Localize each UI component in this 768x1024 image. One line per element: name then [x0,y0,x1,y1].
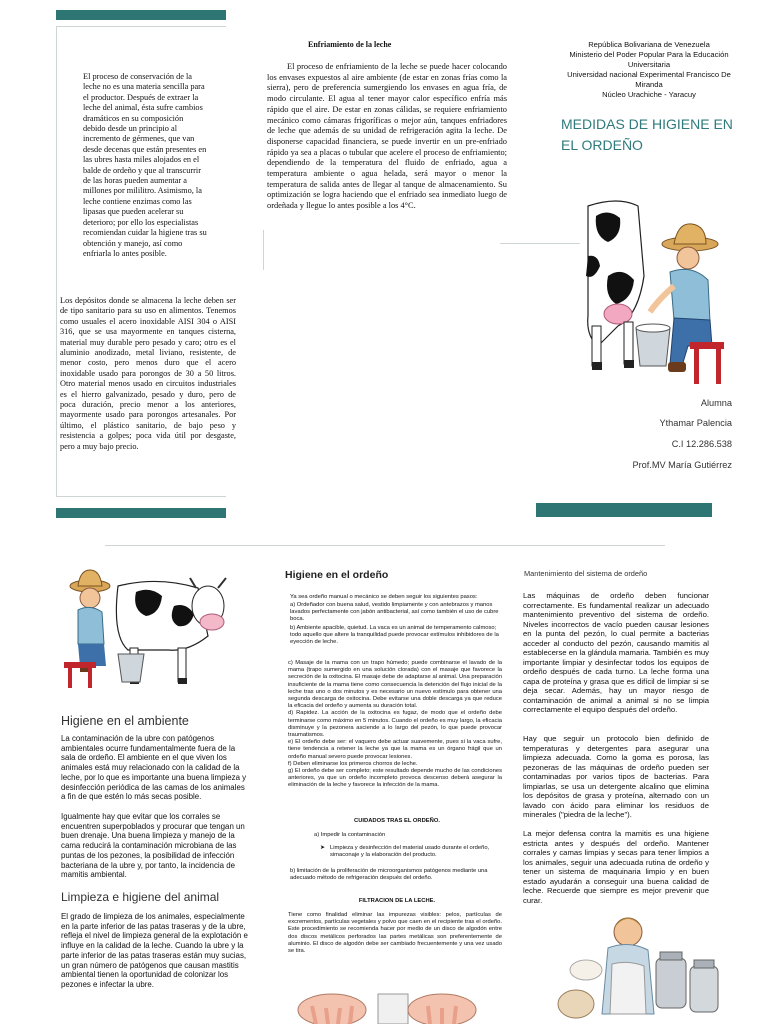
filtration-heading: FILTRACION DE LA LECHE. [358,898,436,904]
institution-header [554,40,744,99]
milking-hygiene-heading: Higiene en el ordeño [285,569,389,581]
maintenance-paragraph-3: La mejor defensa contra la mamitis es una higiene estricta antes y después del ordeño. Mantener corrales y camas limpias y secas para tener limpios a los animales, seguir una adecuada rutina de ordeño y tener un sistema de maquinaria limpio y en buen estado ayudarán a conseguir una buena calidad de leche. Recuerde que siempre es mejor prevenir que curar. [523,829,709,905]
animal-hygiene-paragraph: El grado de limpieza de los animales, especialmente en la parte inferior de las patas traseras y de la ubre, refleja el nivel de limpieza general de la explotación e influye en la calidad de la leche. Cuando la ubre y la parte inferior de las patas traseras están muy sucias, un gran número de patógenos que causan mastitis ambiental tienen la oportunidad de colonizar los pezones e infectar la ubre. [61,912,248,989]
maintenance-paragraph-1: Las máquinas de ordeño deben funcionar correctamente. Es fundamental realizar un adecuado mantenimiento preventivo del sistema de ordeño. Niveles incorrectos de vacío pueden causar lesiones en la punta del pezón, lo cual permite a bacterias acceder al conducto del pezón, causando mamitis al establecerse en la glándula mamaria. También es muy importante limpiar y desinfectar todos los equipos de ordeño después de cada turno. La leche forma una capa de proteína y grasa que es difícil de limpiar si se deja secar. Además, hay un mayor riesgo de contaminación de animal a animal si no se limpia correctamente el equipo después del ordeño. [523,591,709,714]
professor-name: Prof.MV María Gutiérrez [632,460,732,470]
milking-equipment-illustration [292,980,502,1024]
divider [500,243,580,244]
author-id: C.I 12.286.538 [671,439,732,449]
post-milking-bullet [320,845,502,859]
milking-intro: Ya sea ordeño manual o mecánico se deben seguir los siguientes pasos: [290,594,478,600]
intro-paragraph: El proceso de conservación de la leche no es una materia sencilla para el productor. Después de extraer la leche del animal, ésta sufre cambios dramáticos en su composición debido desde un principio al incremento de gérmenes, que van desde decenas que están presentes en las ubres hasta miles alojados en el balde de ordeño y que al transcurrir de las horas pueden aumentar a millones por mililitro. Asimismo, la leche contiene enzimas como las lipasas que pueden acelerar su deterioro; por ello los especialistas recomiendan cuidar la higiene tras su obtención y manejo, así como enfriarla lo antes posible. [83,72,207,258]
animal-hygiene-heading: Limpieza e higiene del animal [61,890,220,904]
list-item: a) Ordeñador con buena salud, vestido limpiamente y con antebrazos y manos lavados perfectamente con jabón antibacterial, así como también el uso de cubre boca. [290,602,499,623]
ambient-paragraph-2: Igualmente hay que evitar que los corrales se encuentren superpoblados y procurar que tengan un buen drenaje. Una buena limpieza y manejo de la cama reducirá la contaminación microbiana de las puntas de los pezones, la posibilidad de infección bacteriana de la ubre y, por tanto, la incidencia de mamitis ambiental. [61,812,245,880]
deposits-paragraph: Los depósitos donde se almacena la leche deben ser de tipo sanitario para su uso en alimentos. Tenemos como usuales el acero inoxidable AISI 304 o AISI 316, que se usa mayormente en tanques cisterna, material muy durable pero pesado y caro; otro es el aluminio anodizado, metal liviano, resistente, de menor costo, pero menos duro que el acero inoxidable usado para porongos de 30 a 50 litros. Otro material menos usado en circuitos industriales es el hierro galvanizado, pesado y duro, pero de poca duración, precio menor a los anteriores, mayormente usado para porongos artesanales. Por último, el plástico sanitario, de bajo peso y resistencia a golpes; poca vida útil por desgaste, pero a muy bajo precio. [60,296,236,451]
list-item: c) Masaje de la mama con un trapo húmedo; puede combinarse el lavado de la mama (trapo sumergido en una solución clorada) con el masaje que favorece la secreción de la oxitocina. El masaje debe de adaptarse al animal. Una preparación insuficiente de la mama tiene como consecuencia la detención del flujo inicial de la leche tras uno o dos minutos y es necesario un nuevo estímulo para obtener una segunda descarga de oxitocina. Debe evitarse una doble descarga ya que reduce la eficacia del ordeño y aumenta su duración total. [288,660,502,710]
list-item: g) El ordeño debe ser completo; este resultado depende mucho de las condiciones anteriores, ya que un ordeño incompleto provoca descenso deberá asegurar la eliminación de la leche y favorece la infección de la mama. [288,768,502,789]
author-name: Ythamar Palencia [659,418,732,428]
divider [105,545,665,546]
list-item: b) Ambiente apacible, quietud. La vaca es un animal de temperamento calmoso; todo aquello que altere la tranquilidad puede provocar estímulos inhibidores de la eyección de leche. [290,624,499,646]
divider [56,26,226,27]
post-milking-bullet-text: Limpieza y desinfección del material usado durante el ordeño, simaconaje y la elaboración del producto. [330,845,490,859]
cover-title: MEDIDAS DE HIGIENE EN EL ORDEÑO [561,116,733,153]
cow-milking-farmer-illustration [578,196,738,390]
institution-line: República Bolivariana de Venezuela [588,40,710,49]
filtration-paragraph: Tiene como finalidad eliminar las impurezas visibles: pelos, partículas de excrementos, partículas vegetales y polvo que caen en el recipiente tras el ordeño. Este procedimiento se recomienda hacer por medio de un disco de algodón entre dos discos metálicos perforados las partes metálicas son preferentemente de aluminio. El disco de algodón debe ser cambiado frecuentemente y una vez usado se tira. [288,912,502,955]
post-milking-a: a) Impedir la contaminación [314,832,386,838]
list-item: e) El ordeño debe ser: el vaquero debe actuar suavemente, pues si la vaca sufre, tiene tendencia a retener la leche ya que la mama es un órgano frágil que un ordeño manual severo puede provocar lesiones. [288,739,502,760]
milking-steps-top [290,602,502,646]
milkmaid-with-jugs-illustration [556,904,732,1024]
list-item: d) Rapidez. La acción de la oxitocina es fugaz, de modo que el ordeño debe terminarse como máximo en 5 minutos. Cuando el ordeño es muy largo, la eficacia disminuye y la pezonera asciende a lo largo del pezón, lo que puede provocar traumatismos. [288,710,502,739]
maintenance-heading: Mantenimiento del sistema de ordeño [524,569,648,578]
divider [56,26,57,496]
milking-steps-bottom [288,660,502,790]
author-label: Alumna [700,398,732,408]
maintenance-paragraph-2: Hay que seguir un protocolo bien definido de temperaturas y detergentes para asegurar una limpieza adecuada. Como la goma es porosa, las pezoneras de las máquinas de ordeño pueden ser contaminadas por varios tipos de bacterias. Para limpiarlas, se usa un detergente alcalino que elimina los depósitos de grasa y proteína, alternado con un lavado con ácido para eliminar los residuos de minerales ("piedra de la leche"). [523,734,709,819]
cooling-paragraph: El proceso de enfriamiento de la leche se puede hacer colocando los envases expuestos al aire ambiente (de estar en zonas frías como la sierra), pero de preferencia sumergiendo los envases en agua fría, de modo circulante. El agua al tener mayor calor específico enfría más rápido que el aire. De estar en zonas cálidas, se requiere enfriamiento mecánico como cámaras frigoríficas o mejor aún, tanques enfriadores de leche que además de su unidad de refrigeración agita la leche. De disponerse capacidad financiera, se puede invertir en un pre-enfriado rápido ya sea a placas o tubular que acelere el proceso de enfriamiento; dependiendo de la temperatura del fluido de enfriado, agua a temperatura ambiente o agua helada, será mayor o menor la temperatura de salida antes de llegar al tanque de almacenamiento. Su optimización se logra haciendo que el enfriado sea inmediato luego de ordeñada y llegue lo antes posible a los 4°C. [267,62,507,211]
post-milking-b: b) limitación de la proliferación de microorganismos patógenos mediante una adecuado método de refrigeración después del ordeño. [290,868,488,882]
teal-bar-bottom-left [56,508,226,518]
teal-bar-bottom-right [536,503,712,517]
arrow-bullet-icon: ➤ [320,845,325,851]
teal-bar-top-left [56,10,226,20]
ambient-heading: Higiene en el ambiente [61,714,189,728]
cooling-heading: Enfriamiento de la leche [308,40,392,49]
institution-line: Núcleo Urachiche - Yaracuy [602,89,696,99]
institution-line: Universidad nacional Experimental Francisco De Miranda [567,69,731,89]
institution-line: Ministerio del Poder Popular Para la Educación Universitaria [569,49,729,69]
post-milking-heading: CUIDADOS TRAS EL ORDEÑO. [354,818,440,824]
girl-with-cow-illustration [58,566,234,698]
divider [263,230,264,270]
ambient-paragraph-1: La contaminación de la ubre con patógenos ambientales ocurre fundamentalmente fuera de la sala de ordeño. El ambiente en el que viven los animales está muy relacionado con la calidad de la leche, por lo que es importante una buena limpieza y desinfección periódica de las camas de los animales a fin de que estén lo más secas posible. [61,734,247,802]
divider [56,496,226,497]
list-item: f) Deben eliminarse los primeros chorros de leche. [288,760,418,767]
